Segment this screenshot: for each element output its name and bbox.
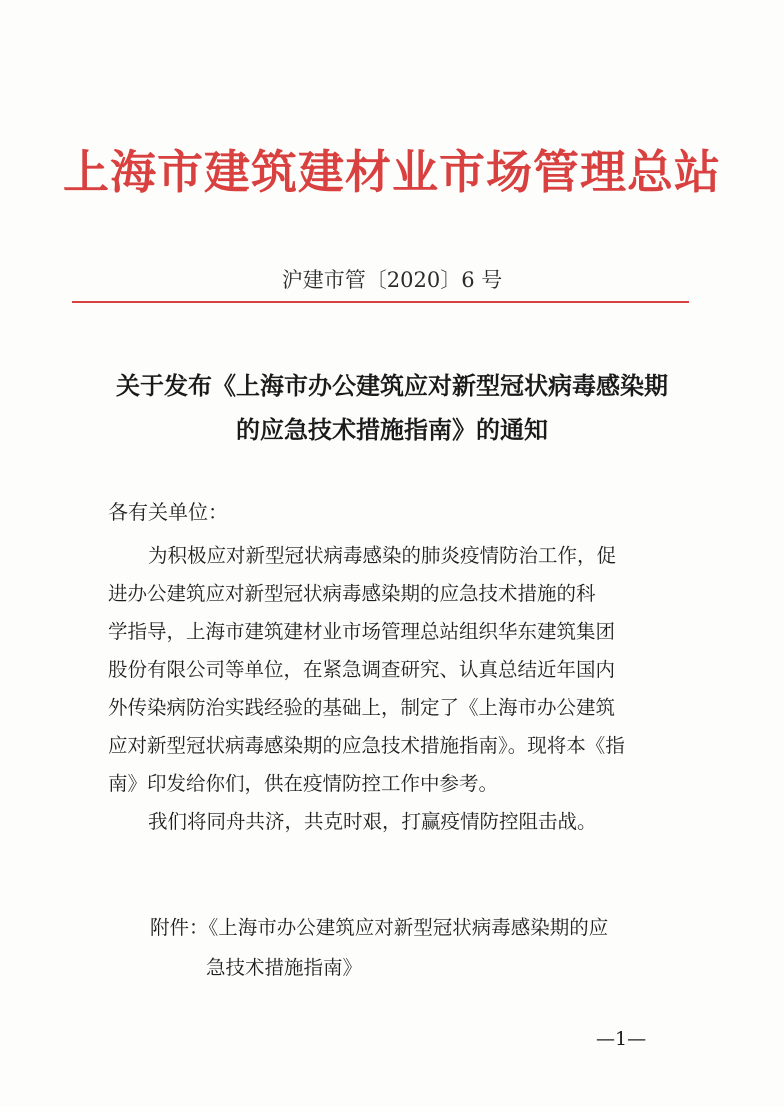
body-line: 应对新型冠状病毒感染期的应急技术措施指南》。现将本《指 (108, 734, 625, 757)
notice-title-line-2: 的应急技术措施指南》的通知 (236, 415, 548, 444)
body-line: 外传染病防治实践经验的基础上，制定了《上海市办公建筑 (108, 696, 616, 719)
body-line: 股份有限公司等单位，在紧急调查研究、认真总结近年国内 (108, 658, 616, 681)
attachment-line-2: 急技术措施指南》 (206, 956, 363, 979)
body-paragraphs (108, 537, 668, 841)
attachment-line-1: 附件：《上海市办公建筑应对新型冠状病毒感染期的应 (150, 916, 609, 939)
page-number: —1— (596, 1028, 647, 1050)
letterhead-org-name: 上海市建筑建材业市场管理总站 (63, 145, 721, 199)
notice-title (60, 364, 724, 452)
document-number: 沪建市管〔2020〕6 号 (281, 268, 503, 292)
body-line: 进办公建筑应对新型冠状病毒感染期的应急技术措施的科 (108, 582, 596, 605)
salutation: 各有关单位： (108, 500, 228, 524)
body-line: 为积极应对新型冠状病毒感染的肺炎疫情防治工作，促 (148, 544, 617, 567)
body-line: 南》印发给你们，供在疫情防控工作中参考。 (108, 772, 499, 795)
letterhead-divider (72, 301, 689, 303)
attachment-note (150, 908, 670, 988)
body-line: 我们将同舟共济，共克时艰，打赢疫情防控阻击战。 (148, 810, 597, 833)
notice-title-line-1: 关于发布《上海市办公建筑应对新型冠状病毒感染期 (116, 371, 668, 400)
body-line: 学指导，上海市建筑建材业市场管理总站组织华东建筑集团 (108, 620, 616, 643)
